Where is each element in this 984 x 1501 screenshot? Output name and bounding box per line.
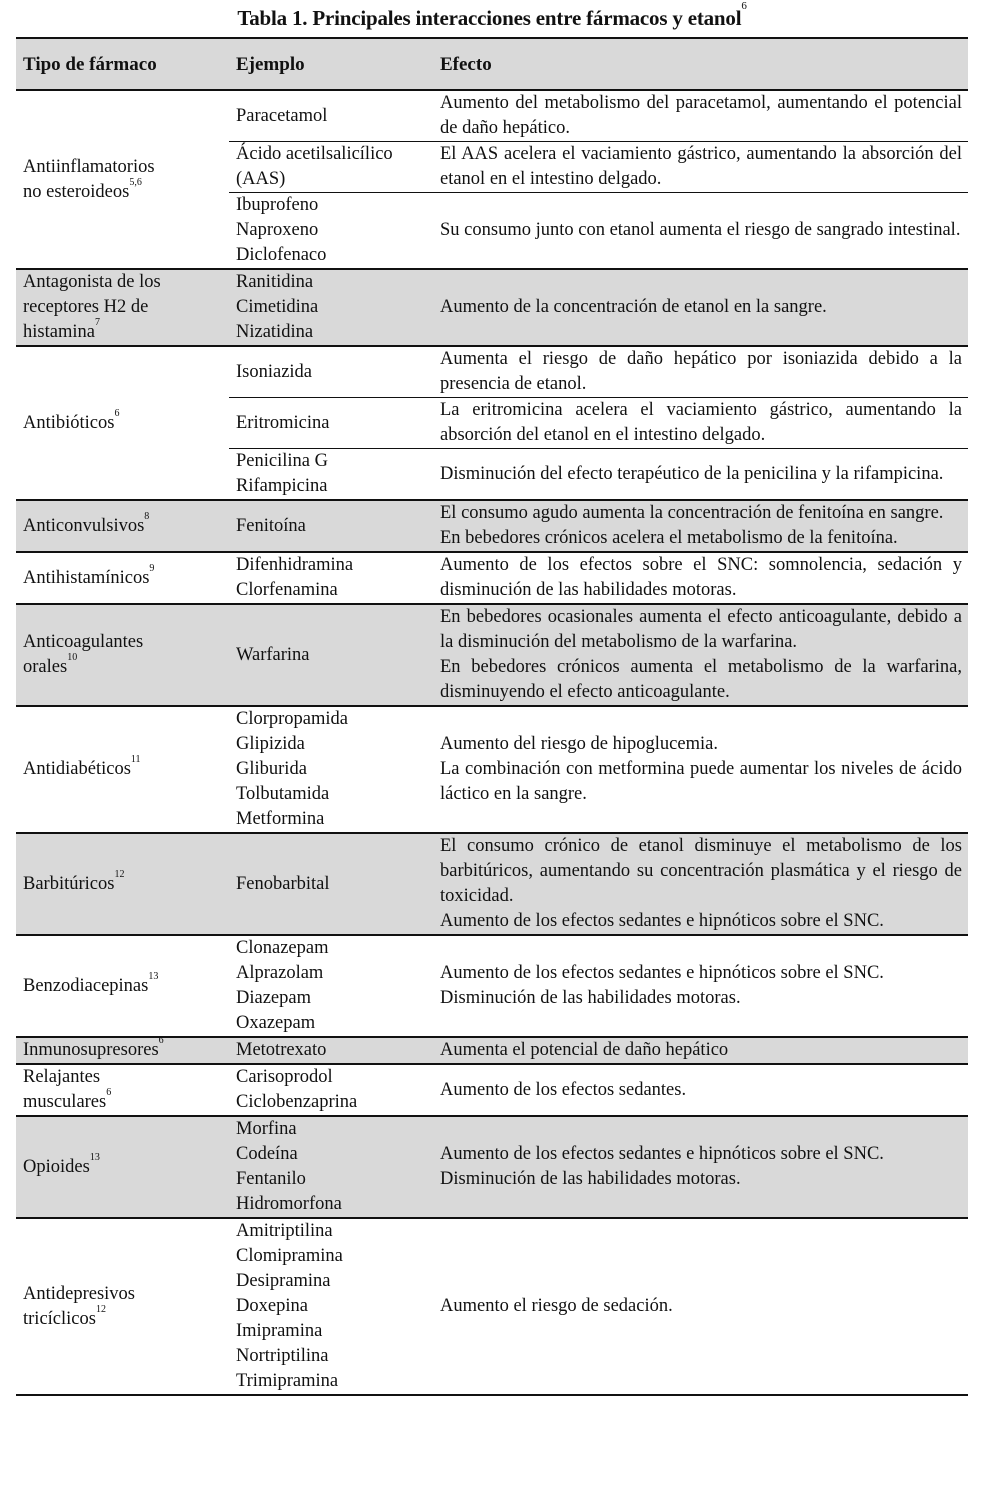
- effect-text: Aumento del riesgo de hipoglucemia.: [440, 734, 718, 754]
- table-header: [16, 38, 968, 90]
- effect-cell: [433, 346, 968, 398]
- drug-type-line: Benzodiacepinas: [23, 975, 149, 996]
- example-drug: Amitriptilina: [236, 1221, 333, 1241]
- table-title-text: Tabla 1. Principales interacciones entre fármacos y etanol: [237, 6, 742, 30]
- reference-superscript: 6: [114, 407, 120, 419]
- reference-superscript: 13: [148, 970, 159, 982]
- effect-text: La combinación con metformina puede aumentar los niveles de ácido láctico en la sangre.: [440, 759, 962, 804]
- table-row: [16, 833, 968, 935]
- effect-text: La eritromicina acelera el vaciamiento gástrico, aumentando la absorción del etanol en el intestino delgado.: [440, 400, 962, 445]
- reference-superscript: 12: [95, 1303, 106, 1315]
- example-drug: Nizatidina: [236, 322, 314, 342]
- example-cell: [229, 449, 433, 501]
- example-drug: Difenhidramina: [236, 555, 354, 575]
- example-drug: Glipizida: [236, 734, 305, 754]
- reference-superscript: 13: [89, 1151, 100, 1163]
- effect-text: Disminución de las habilidades motoras.: [440, 1169, 741, 1189]
- drug-type-cell: [16, 935, 229, 1037]
- drug-ethanol-interactions-table: [16, 37, 968, 1396]
- table-row: [16, 604, 968, 706]
- table-group: [16, 552, 968, 604]
- example-cell: [229, 193, 433, 270]
- header-drug-type: Tipo de fármaco: [16, 38, 229, 90]
- example-drug: Penicilina G: [236, 451, 328, 471]
- table-row: [16, 1218, 968, 1395]
- example-drug: Ranitidina: [236, 272, 314, 292]
- table-group: [16, 1037, 968, 1064]
- example-drug: Codeína: [236, 1144, 298, 1164]
- example-drug: Clomipramina: [236, 1246, 343, 1266]
- drug-type-cell: [16, 1218, 229, 1395]
- table-row: [16, 1064, 968, 1116]
- drug-type-cell: [16, 1037, 229, 1064]
- table-group: [16, 935, 968, 1037]
- table-group: [16, 833, 968, 935]
- drug-type-line: Antidepresivos: [23, 1283, 136, 1304]
- effect-text: Aumento de los efectos sobre el SNC: somnolencia, sedación y disminución de las habilidades motoras.: [440, 555, 962, 600]
- example-drug: Ciclobenzaprina: [236, 1092, 358, 1112]
- example-cell: [229, 935, 433, 1037]
- drug-type-line: no esteroideos: [23, 181, 130, 202]
- example-drug: Diclofenaco: [236, 245, 327, 265]
- header-example: Ejemplo: [229, 38, 433, 90]
- example-cell: [229, 1037, 433, 1064]
- effect-cell: [433, 1218, 968, 1395]
- example-drug: Hidromorfona: [236, 1194, 342, 1214]
- example-drug: Alprazolam: [236, 963, 324, 983]
- example-drug: Metotrexato: [236, 1040, 327, 1060]
- reference-superscript: 10: [67, 652, 78, 663]
- drug-type-line: Relajantes: [23, 1067, 101, 1087]
- table-row: [16, 269, 968, 346]
- effect-cell: [433, 604, 968, 706]
- table-row: [16, 706, 968, 833]
- effect-text: El consumo crónico de etanol disminuye el metabolismo de los barbitúricos, aumentando su concentración plasmática y el riesgo de toxicidad.: [440, 836, 962, 906]
- table-row: [16, 552, 968, 604]
- example-drug: Clorfenamina: [236, 580, 338, 600]
- example-drug: Tolbutamida: [236, 784, 330, 804]
- drug-type-cell: [16, 269, 229, 346]
- example-drug: Diazepam: [236, 988, 311, 1008]
- reference-superscript: 12: [114, 868, 125, 880]
- table-group: [16, 269, 968, 346]
- effect-text: Aumento de los efectos sedantes.: [440, 1079, 687, 1100]
- example-drug: Eritromicina: [236, 412, 330, 433]
- effect-text: Disminución de las habilidades motoras.: [440, 988, 741, 1008]
- drug-type-line: Antiinflamatorios: [23, 156, 155, 177]
- example-drug: Doxepina: [236, 1296, 308, 1316]
- reference-superscript: 9: [149, 562, 155, 574]
- effect-text: Aumento de los efectos sedantes e hipnóticos sobre el SNC.: [440, 911, 884, 931]
- example-cell: [229, 398, 433, 449]
- effect-cell: [433, 398, 968, 449]
- drug-type-line: Barbitúricos: [23, 873, 115, 894]
- drug-type-line: Antihistamínicos: [23, 567, 150, 588]
- effect-text: Disminución del efecto terapéutico de la penicilina y la rifampicina.: [440, 463, 944, 484]
- table-group: [16, 604, 968, 706]
- example-cell: [229, 604, 433, 706]
- effect-cell: [433, 500, 968, 552]
- effect-text: El AAS acelera el vaciamiento gástrico, aumentando la absorción del etanol en el intestino delgado.: [440, 144, 962, 189]
- effect-text: Aumento del metabolismo del paracetamol, aumentando el potencial de daño hepático.: [440, 93, 962, 138]
- effect-text: Aumento de los efectos sedantes e hipnóticos sobre el SNC.: [440, 1144, 884, 1164]
- drug-type-line: Antibióticos: [23, 412, 115, 433]
- effect-cell: [433, 269, 968, 346]
- example-drug: Oxazepam: [236, 1013, 316, 1033]
- reference-superscript: 7: [94, 317, 100, 328]
- drug-type-line: Antidiabéticos: [23, 759, 131, 779]
- example-drug: Naproxeno: [236, 220, 319, 240]
- effect-cell: [433, 1037, 968, 1064]
- effect-text: Aumenta el potencial de daño hepático: [440, 1040, 729, 1060]
- effect-cell: [433, 142, 968, 193]
- example-drug: Fentanilo: [236, 1169, 306, 1189]
- drug-type-cell: [16, 833, 229, 935]
- effect-cell: [433, 833, 968, 935]
- table-group: [16, 1218, 968, 1395]
- example-cell: [229, 706, 433, 833]
- example-drug: Clonazepam: [236, 938, 329, 958]
- effect-text: En bebedores ocasionales aumenta el efecto anticoagulante, debido a la disminución del metabolismo de la warfarina.: [440, 607, 962, 652]
- effect-text: Aumento de la concentración de etanol en la sangre.: [440, 297, 827, 317]
- example-cell: [229, 1116, 433, 1218]
- effect-cell: [433, 90, 968, 142]
- table-row: [16, 500, 968, 552]
- drug-type-cell: [16, 1064, 229, 1116]
- example-cell: [229, 500, 433, 552]
- example-cell: [229, 552, 433, 604]
- drug-type-line: histamina: [23, 322, 95, 342]
- table-group: [16, 706, 968, 833]
- effect-cell: [433, 1116, 968, 1218]
- table-row: [16, 90, 968, 142]
- example-drug: Ibuprofeno: [236, 195, 319, 215]
- example-drug: Ácido acetilsalicílico (AAS): [236, 144, 393, 189]
- drug-type-line: Antagonista de los: [23, 272, 161, 292]
- drug-type-cell: [16, 604, 229, 706]
- drug-type-line: Inmunosupresores: [23, 1040, 159, 1060]
- effect-text: Aumento el riesgo de sedación.: [440, 1296, 673, 1316]
- example-drug: Cimetidina: [236, 297, 319, 317]
- example-cell: [229, 142, 433, 193]
- drug-type-cell: [16, 500, 229, 552]
- reference-superscript: 6: [106, 1087, 112, 1098]
- example-cell: [229, 1064, 433, 1116]
- drug-type-cell: [16, 706, 229, 833]
- table-row: [16, 935, 968, 1037]
- table-row: [16, 1037, 968, 1064]
- effect-cell: [433, 552, 968, 604]
- table-group: [16, 500, 968, 552]
- example-drug: Rifampicina: [236, 476, 328, 496]
- effect-text: Aumento de los efectos sedantes e hipnóticos sobre el SNC.: [440, 963, 884, 983]
- example-drug: Fenobarbital: [236, 873, 330, 894]
- example-cell: [229, 1218, 433, 1395]
- example-drug: Gliburida: [236, 759, 307, 779]
- drug-type-line: musculares: [23, 1092, 107, 1112]
- reference-superscript: 11: [130, 754, 141, 765]
- table-group: [16, 1116, 968, 1218]
- drug-type-line: orales: [23, 657, 68, 677]
- example-drug: Isoniazida: [236, 361, 313, 382]
- example-drug: Imipramina: [236, 1321, 323, 1341]
- effect-cell: [433, 1064, 968, 1116]
- example-drug: Carisoprodol: [236, 1067, 333, 1087]
- table-group: [16, 90, 968, 269]
- reference-superscript: 6: [158, 1035, 164, 1046]
- table-row: [16, 346, 968, 398]
- example-drug: Desipramina: [236, 1271, 331, 1291]
- drug-type-line: tricíclicos: [23, 1308, 96, 1329]
- example-cell: [229, 346, 433, 398]
- effect-text: En bebedores crónicos aumenta el metabolismo de la warfarina, disminuyendo el efecto anticoagulante.: [440, 657, 962, 702]
- example-drug: Trimipramina: [236, 1371, 339, 1391]
- drug-type-cell: [16, 90, 229, 269]
- example-drug: Paracetamol: [236, 105, 328, 126]
- reference-superscript: 5,6: [129, 176, 142, 188]
- table-group: [16, 346, 968, 500]
- drug-type-line: Opioides: [23, 1156, 90, 1177]
- title-reference: 6: [741, 0, 747, 12]
- example-cell: [229, 90, 433, 142]
- table-title: [0, 0, 984, 32]
- header-effect: Efecto: [433, 38, 968, 90]
- drug-type-cell: [16, 1116, 229, 1218]
- example-drug: Warfarina: [236, 644, 310, 665]
- table-row: [16, 1116, 968, 1218]
- effect-text: Su consumo junto con etanol aumenta el riesgo de sangrado intestinal.: [440, 220, 961, 240]
- drug-type-cell: [16, 552, 229, 604]
- drug-type-line: receptores H2 de: [23, 297, 149, 317]
- example-drug: Fenitoína: [236, 515, 306, 536]
- effect-text: Aumenta el riesgo de daño hepático por isoniazida debido a la presencia de etanol.: [440, 349, 962, 394]
- example-cell: [229, 833, 433, 935]
- drug-type-cell: [16, 346, 229, 500]
- reference-superscript: 8: [144, 510, 150, 522]
- drug-type-line: Anticonvulsivos: [23, 515, 145, 536]
- effect-cell: [433, 706, 968, 833]
- effect-text: En bebedores crónicos acelera el metabolismo de la fenitoína.: [440, 528, 898, 548]
- effect-cell: [433, 193, 968, 270]
- example-drug: Metformina: [236, 809, 325, 829]
- example-drug: Morfina: [236, 1119, 297, 1139]
- example-drug: Nortriptilina: [236, 1346, 329, 1366]
- table-group: [16, 1064, 968, 1116]
- effect-text: El consumo agudo aumenta la concentración de fenitoína en sangre.: [440, 503, 944, 523]
- header-row: [16, 38, 968, 90]
- effect-cell: [433, 935, 968, 1037]
- effect-cell: [433, 449, 968, 501]
- example-drug: Clorpropamida: [236, 709, 349, 729]
- example-cell: [229, 269, 433, 346]
- drug-type-line: Anticoagulantes: [23, 632, 144, 652]
